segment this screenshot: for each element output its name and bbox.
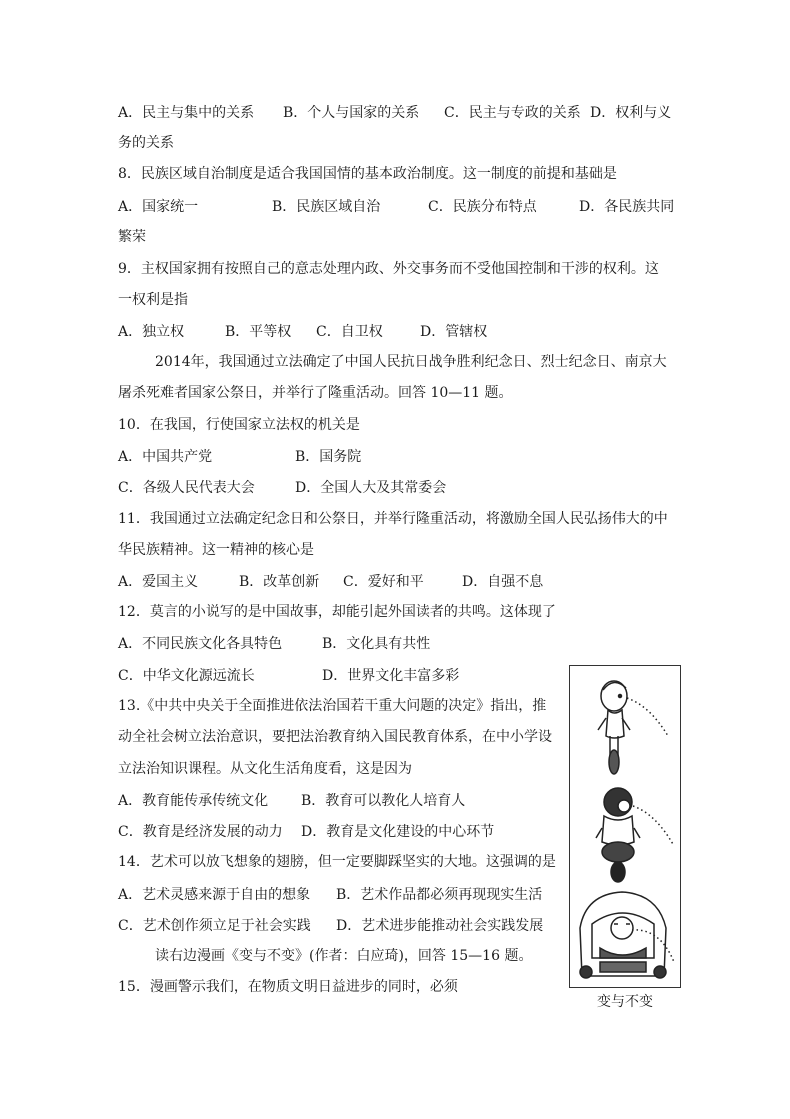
- q9-option-c: C．自卫权: [316, 324, 383, 340]
- q14-stem: 14．艺术可以放飞想象的翅膀，但一定要脚踩坚实的大地。这强调的是: [118, 854, 556, 870]
- q15-stem: 15．漫画警示我们，在物质文明日益进步的同时，必须: [118, 979, 458, 995]
- q7-option-c: C．民主与专政的关系: [444, 105, 581, 121]
- q11-option-d: D．自强不息: [462, 574, 544, 590]
- q11-stem-line-2: 华民族精神。这一精神的核心是: [118, 542, 314, 558]
- q9-stem-line-2: 一权利是指: [118, 292, 188, 308]
- material-10-11-line-1: 2014年，我国通过立法确定了中国人民抗日战争胜利纪念日、烈士纪念日、南京大: [155, 354, 667, 370]
- q13-option-b: B．教育可以教化人培育人: [301, 793, 466, 809]
- q11-stem-line-1: 11．我国通过立法确定纪念日和公祭日，并举行隆重活动，将激励全国人民弘扬伟大的中: [118, 511, 668, 527]
- q11-option-a: A．爱国主义: [118, 574, 199, 590]
- q9-option-b: B．平等权: [225, 324, 292, 340]
- q8-stem: 8．民族区域自治制度是适合我国国情的基本政治制度。这一制度的前提和基础是: [118, 166, 617, 182]
- q14-option-d: D．艺术进步能推动社会实践发展: [336, 918, 544, 934]
- q7-option-d: D．权利与义: [590, 105, 672, 121]
- q12-option-a: A．不同民族文化各具特色: [118, 636, 283, 652]
- q10-option-d: D．全国人大及其常委会: [295, 480, 447, 496]
- q14-option-a: A．艺术灵感来源于自由的想象: [118, 887, 311, 903]
- material-10-11-line-2: 屠杀死难者国家公祭日，并举行了隆重活动。回答 10—11 题。: [118, 385, 513, 401]
- q8-option-a: A．国家统一: [118, 199, 199, 215]
- q8-option-b: B．民族区域自治: [272, 199, 381, 215]
- q10-option-a: A．中国共产党: [118, 449, 213, 465]
- q9-option-d: D．管辖权: [420, 324, 488, 340]
- q10-option-c: C．各级人民代表大会: [118, 480, 255, 496]
- q7-option-d-wrap: 务的关系: [118, 135, 174, 151]
- q8-option-d: D．各民族共同: [579, 199, 675, 215]
- car-driver-drawing: [580, 892, 674, 978]
- q13-stem-line-2: 动全社会树立法治意识，要把法治教育纳入国民教育体系，在中小学设: [118, 729, 552, 745]
- q11-option-b: B．改革创新: [239, 574, 320, 590]
- q13-stem-line-3: 立法治知识课程。从文化生活角度看，这是因为: [118, 761, 412, 777]
- q12-option-d: D．世界文化丰富多彩: [322, 668, 460, 684]
- q13-option-c: C．教育是经济发展的动力: [118, 824, 283, 840]
- q8-option-c: C．民族分布特点: [428, 199, 537, 215]
- q7-option-a: A．民主与集中的关系: [118, 105, 255, 121]
- q14-option-b: B．艺术作品都必须再现现实生活: [336, 887, 543, 903]
- q8-option-d-wrap: 繁荣: [118, 229, 146, 245]
- q13-option-a: A．教育能传承传统文化: [118, 793, 269, 809]
- q14-option-c: C．艺术创作须立足于社会实践: [118, 918, 311, 934]
- cartoon-figure: [569, 665, 681, 988]
- cartoon-caption: 变与不变: [597, 994, 653, 1010]
- q13-stem-line-1: 13.《中共中央关于全面推进依法治国若干重大问题的决定》指出，推: [118, 698, 547, 714]
- q9-option-a: A．独立权: [118, 324, 185, 340]
- q12-option-c: C．中华文化源远流长: [118, 668, 255, 684]
- motorcyclist-drawing: [596, 788, 674, 882]
- cyclist-bicycle-drawing: [598, 681, 668, 774]
- q12-stem: 12．莫言的小说写的是中国故事，却能引起外国读者的共鸣。这体现了: [118, 604, 556, 620]
- cartoon-illustration: [570, 666, 680, 987]
- q9-stem-line-1: 9．主权国家拥有按照自己的意志处理内政、外交事务而不受他国控制和干涉的权利。这: [118, 261, 659, 277]
- q7-option-b: B．个人与国家的关系: [283, 105, 420, 121]
- q13-option-d: D．教育是文化建设的中心环节: [301, 824, 495, 840]
- q10-stem: 10．在我国，行使国家立法权的机关是: [118, 417, 360, 433]
- q11-option-c: C．爱好和平: [343, 574, 424, 590]
- material-15-16-line: 读右边漫画《变与不变》(作者：白应琦)，回答 15—16 题。: [155, 948, 533, 964]
- q12-option-b: B．文化具有共性: [322, 636, 431, 652]
- q10-option-b: B．国务院: [295, 449, 362, 465]
